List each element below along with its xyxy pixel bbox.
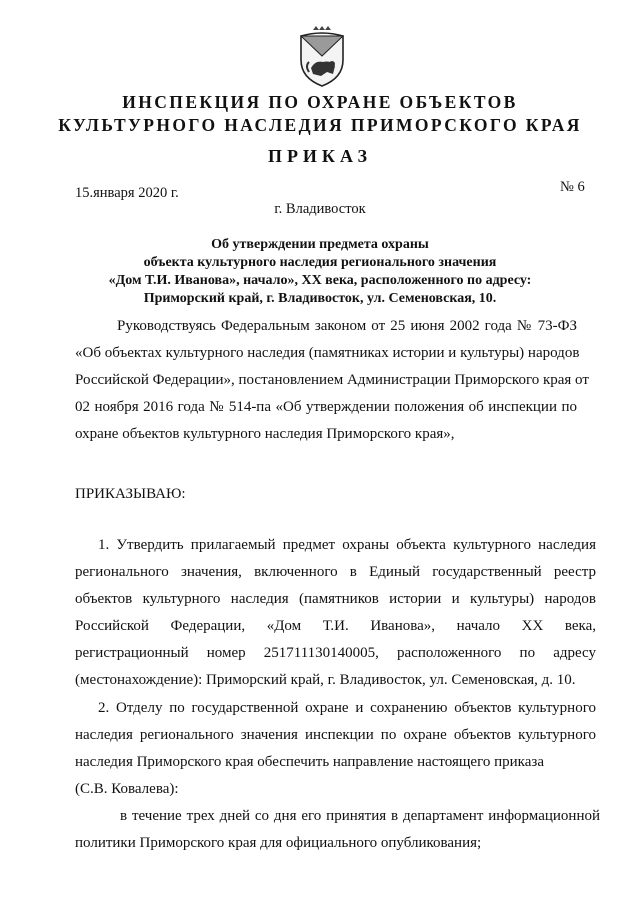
item1-line: 1. Утвердить прилагаемый предмет охраны объекта культурного наследия <box>98 537 596 553</box>
title-line: объекта культурного наследия регионального значения <box>143 255 497 270</box>
preamble-line: Российской Федерации», постановлением Администрации Приморского края от <box>75 372 589 388</box>
order-word: ПРИКАЗЫВАЮ: <box>75 486 186 502</box>
item1-line: Российской Федерации, «Дом Т.И. Иванова», начало XX века, <box>75 618 596 634</box>
document-title <box>60 236 580 308</box>
item2-line: наследия регионального значения инспекции по охране объектов культурного <box>75 727 596 743</box>
coat-of-arms-emblem <box>295 26 349 88</box>
item1-line: регионального значения, включенного в Единый государственный реестр <box>75 564 596 580</box>
preamble-line: охране объектов культурного наследия Приморского края», <box>75 426 455 442</box>
preamble-line: 02 ноября 2016 года № 514-па «Об утверждении положения об инспекции по <box>75 399 577 415</box>
document-number: № 6 <box>560 179 585 195</box>
organization-name-line-1: ИНСПЕКЦИЯ ПО ОХРАНЕ ОБЪЕКТОВ <box>122 92 518 112</box>
title-line: «Дом Т.И. Иванова», начало», XX века, расположенного по адресу: <box>108 273 532 288</box>
item1-line: объектов культурного наследия (памятников истории и культуры) народов <box>75 591 596 607</box>
subitem-line: в течение трех дней со дня его принятия в департамент информационной <box>120 808 600 824</box>
preamble-line: Руководствуясь Федеральным законом от 25 июня 2002 года № 73-ФЗ <box>117 318 577 334</box>
preamble-line: «Об объектах культурного наследия (памятниках истории и культуры) народов <box>75 345 580 361</box>
item1-line: (местонахождение): Приморский край, г. Владивосток, ул. Семеновская, д. 10. <box>75 672 576 688</box>
item2-line: наследия Приморского края обеспечить направление настоящего приказа <box>75 754 544 770</box>
item2-line: 2. Отделу по государственной охране и сохранению объектов культурного <box>98 700 596 716</box>
title-line: Об утверждении предмета охраны <box>211 237 429 252</box>
title-line: Приморский край, г. Владивосток, ул. Семеновская, 10. <box>143 291 497 306</box>
item2-line: (С.В. Ковалева): <box>75 781 179 797</box>
subitem-line: политики Приморского края для официального опубликования; <box>75 835 482 851</box>
item1-line: регистрационный номер 251711130140005, расположенного по адресу <box>75 645 596 661</box>
organization-name-line-2: КУЛЬТУРНОГО НАСЛЕДИЯ ПРИМОРСКОГО КРАЯ <box>58 115 582 135</box>
document-city: г. Владивосток <box>274 201 366 217</box>
document-type-heading: ПРИКАЗ <box>267 146 373 166</box>
document-date: 15.января 2020 г. <box>75 185 179 201</box>
